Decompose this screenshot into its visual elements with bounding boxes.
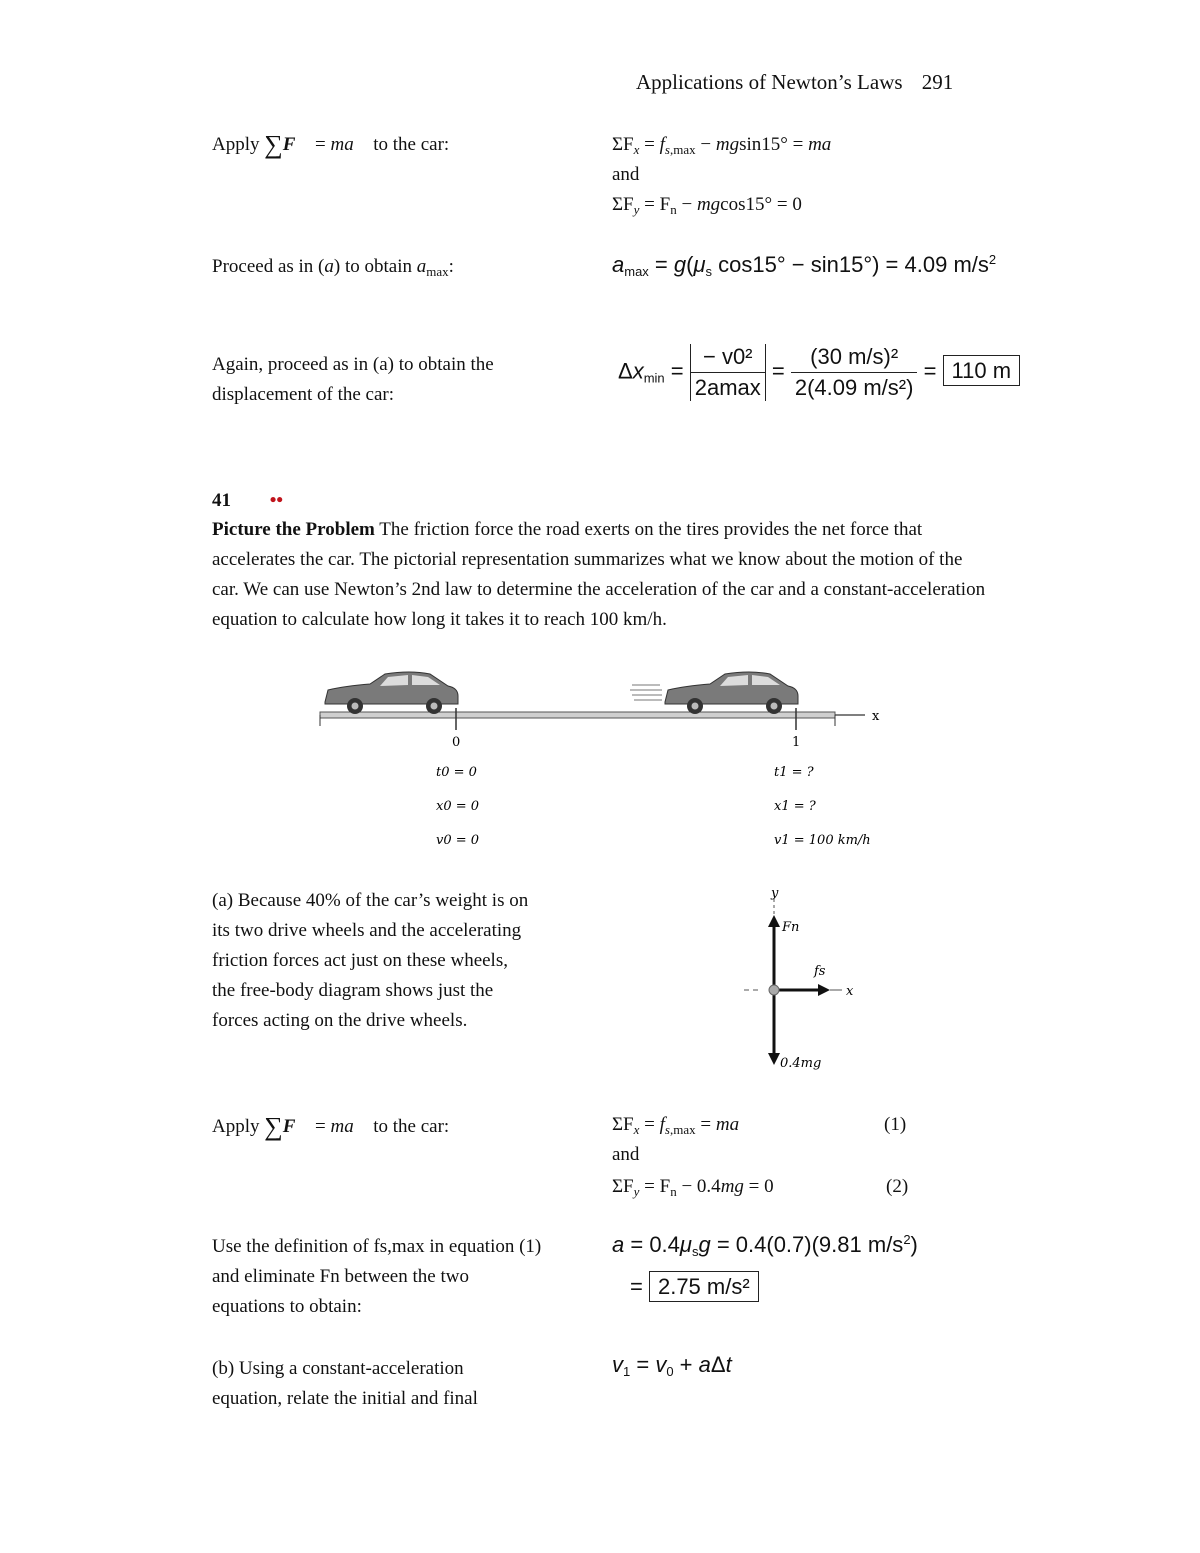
velocity-equation: $v_1 = v_0 + a\Delta t$ (612, 1352, 732, 1379)
apply-newton-label-lower: Apply ∑F⃗ = ma⃗ to the car: (212, 1112, 450, 1141)
problem-intro-text: The friction force the road exerts on the tires provides the net force that accelerates the car. The pictorial representation summarizes what we know about the motion of the car. We can use Newton’s 2nd law to determine the acceleration of the car and a constant-acceleration equation to calculate how long it takes it to reach 100 km/h. (212, 519, 986, 630)
apply-suffix: to the car: (373, 134, 450, 155)
fbd-fs-label: fs (814, 964, 826, 979)
and-text-lower: and (612, 1144, 640, 1165)
delta-x-equation: $\Delta x_{min}$ = $\frac{\text{− v0²}}{2amax}$ = $\frac{\text{(30 m/s)²}}{\text{2(4.09 m/s²)}}$ = 110 m (618, 344, 1020, 401)
eq-sum-fy-lower: $\Sigma F_y = F_n - 0.4mg = 0$ (612, 1176, 774, 1199)
wheel-point (769, 985, 779, 995)
fbd-y-label: y (771, 886, 779, 901)
acceleration-result: 2.75 m/s² (649, 1271, 759, 1302)
apply-suffix-lower: to the car: (373, 1116, 450, 1137)
problem-intro (212, 515, 992, 635)
apply-prefix: Apply (212, 134, 260, 155)
v1-label: v1 = 100 km/h (774, 833, 871, 848)
v0-label: v0 = 0 (436, 833, 480, 848)
point-label-1: 1 (792, 735, 801, 750)
free-body-diagram (730, 885, 890, 1075)
acceleration-equation: $a = 0.4\mu_sg = 0.4(0.7)(9.81$ $m/s^2$) (612, 1232, 918, 1259)
axis-label-x: x (872, 709, 880, 724)
problem-number-row (212, 486, 283, 516)
pictorial-representation (300, 660, 900, 860)
eq-sum-fx-lower: $\Sigma F_x = f_{s,max}$ = ma (612, 1114, 740, 1137)
difficulty-dots: •• (269, 490, 284, 511)
again-text (212, 350, 494, 410)
again-line-1: Again, proceed as in (a) to obtain the (212, 354, 494, 375)
delta-x-result: 110 m (943, 355, 1021, 386)
x1-label: x1 = ? (774, 799, 816, 814)
problem-heading: Picture the Problem (212, 519, 375, 540)
and-text-top: and (612, 164, 640, 185)
delta-x-value-fraction: $\frac{\text{(30 m/s)²}}{\text{2(4.09 m/s²)}}$ (791, 344, 918, 401)
use-definition-text: Use the definition of fs,max in equation (1) and eliminate Fn between the two equations to obtain: (212, 1236, 542, 1317)
delta-x-abs-fraction: $\frac{\text{− v0²}}{2amax}$ (690, 344, 766, 401)
again-line-2: displacement of the car: (212, 384, 395, 405)
eq2-number: (2) (886, 1176, 909, 1197)
part-b-text: (b) Using a constant-acceleration equation, relate the initial and final (212, 1358, 478, 1409)
eq-sum-fx-top: $\Sigma F_x = f_{s,max} - mgsin15^\circ$ = ma (612, 134, 832, 157)
fbd-weight-label: 0.4mg (780, 1056, 822, 1071)
header-title: Applications of Newton’s Laws (636, 70, 903, 94)
x0-label: x0 = 0 (436, 799, 480, 814)
car-final-icon (630, 672, 798, 714)
problem-number: 41 (212, 490, 231, 511)
fbd-x-label: x (846, 984, 854, 999)
eq1-number: (1) (884, 1114, 907, 1135)
car-initial-icon (325, 672, 458, 714)
road (320, 712, 835, 718)
acceleration-result-row: = 2.75 m/s² (630, 1274, 759, 1300)
fbd-fn-label: Fn (782, 920, 800, 935)
eq-sum-fy-top: $\Sigma F_y = F_n - mgcos15^\circ = 0$ (612, 194, 802, 217)
t0-label: t0 = 0 (436, 765, 477, 780)
proceed-text: Proceed as in (a) to obtain $a_{max}$: (212, 256, 454, 279)
amax-equation: $a_{max} = g(\mu_s$ cos15° − sin15°) = 4.09 $m/s^2$ (612, 252, 997, 279)
apply-newton-label-top: Apply ∑F⃗ = ma⃗ to the car: (212, 130, 450, 159)
t1-label: t1 = ? (774, 765, 814, 780)
apply-prefix-lower: Apply (212, 1116, 260, 1137)
running-header (636, 70, 953, 95)
page-number: 291 (921, 70, 954, 94)
point-label-0: 0 (452, 735, 461, 750)
part-a-text: (a) Because 40% of the car’s weight is on its two drive wheels and the accelerating friction forces act just on these wheels, the free-body diagram shows just the forces acting on the drive wheels. (212, 890, 529, 1031)
